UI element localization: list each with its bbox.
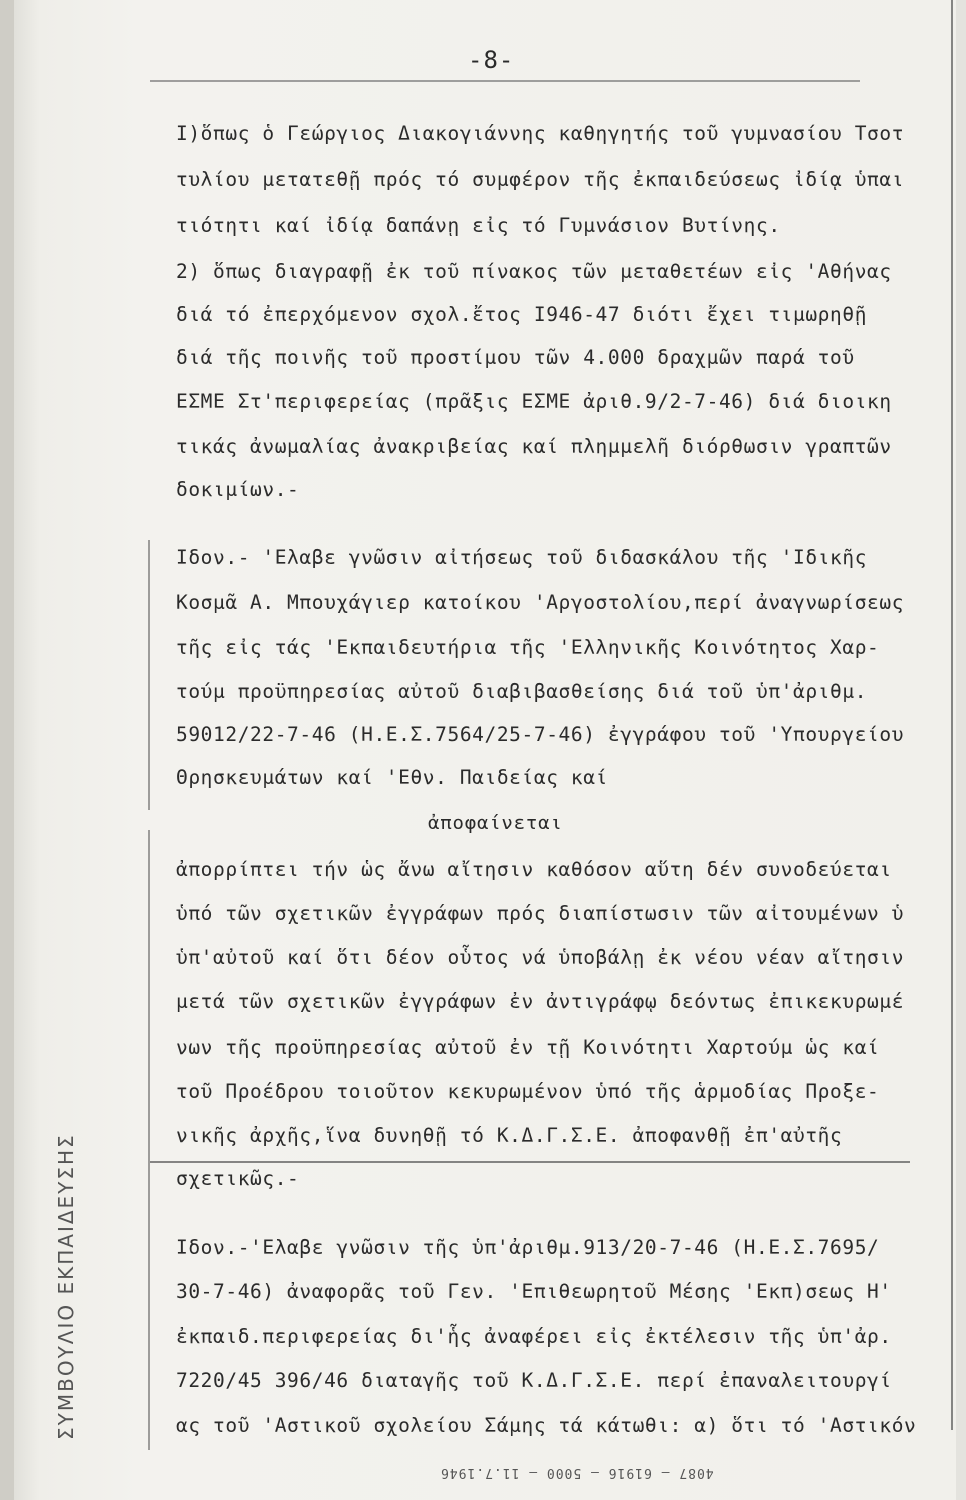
text-line: I)ὅπως ὁ Γεώργιος Διακογιάννης καθηγητής τοῦ γυμνασίου Τσοτ (176, 122, 905, 145)
text-line: νικῆς ἀρχῆς,ἵνα δυνηθῇ τό Κ.Δ.Γ.Σ.Ε. ἀποφανθῇ ἐπ'αὐτῆς (176, 1124, 843, 1147)
text-line: Ιδον.- 'Ελαβε γνῶσιν αἰτήσεως τοῦ διδασκάλου τῆς 'Ιδικῆς (176, 546, 868, 569)
decision-heading: ἀποφαίνεται (428, 812, 563, 834)
footer-print-code: 4087 — 61916 — 5000 — 11.7.1946 (440, 1465, 714, 1480)
text-line: δοκιμίων.- (176, 478, 300, 501)
text-line: Κοσμᾶ Α. Μπουχάγιερ κατοίκου 'Αργοστολίου,περί ἀναγνωρίσεως (176, 591, 905, 614)
margin-bar (148, 830, 150, 1450)
text-line: ας τοῦ 'Αστικοῦ σχολείου Σάμης τά κάτωθι: α) ὅτι τό 'Αστικόν (176, 1414, 917, 1437)
text-line: μετά τῶν σχετικῶν ἐγγράφων ἐν ἀντιγράφῳ δεόντως ἐπικεκυρωμέ (176, 990, 905, 1013)
right-margin-rule (951, 0, 953, 1430)
text-line: τούμ προϋπηρεσίας αὐτοῦ διαβιβασθείσης διά τοῦ ὑπ'ἀριθμ. (176, 680, 868, 703)
text-line: σχετικῶς.- (176, 1167, 300, 1190)
text-line: τυλίου μετατεθῇ πρός τό συμφέρον τῆς ἐκπαιδεύσεως ἰδίᾳ ὑπαι (176, 168, 905, 191)
text-line: τοῦ Προέδρου τοιοῦτον κεκυρωμένον ὑπό τῆς ἁρμοδίας Προξε- (176, 1080, 880, 1103)
side-stamp: ΣΥΜΒΟΥΛΙΟ ΕΚΠΑΙΔΕΥΣΗΣ (54, 1133, 78, 1440)
text-line: τικάς ἀνωμαλίας ἀνακριβείας καί πλημμελῆ διόρθωσιν γραπτῶν (176, 435, 892, 458)
text-line: 30-7-46) ἀναφορᾶς τοῦ Γεν. 'Επιθεωρητοῦ Μέσης 'Εκπ)σεως Η' (176, 1280, 892, 1303)
text-line: τῆς εἰς τάς 'Εκπαιδευτήρια τῆς 'Ελληνικῆς Κοινότητος Χαρ- (176, 636, 880, 659)
text-line: ὑπ'αὐτοῦ καί ὅτι δέον οὗτος νά ὑποβάλῃ ἐκ νέου νέαν αἴτησιν (176, 946, 905, 969)
page-number: -8- (468, 46, 515, 74)
section-rule (150, 1161, 910, 1163)
header-rule (150, 80, 860, 82)
text-line: διά τό ἐπερχόμενον σχολ.ἔτος I946-47 διότι ἔχει τιμωρηθῇ (176, 303, 868, 326)
text-line: ὑπό τῶν σχετικῶν ἐγγράφων πρός διαπίστωσιν τῶν αἰτουμένων ὑ (176, 902, 905, 925)
text-line: Ιδον.-'Ελαβε γνῶσιν τῆς ὑπ'ἀριθμ.913/20-7-46 (Η.Ε.Σ.7695/ (176, 1236, 880, 1259)
text-line: ΕΣΜΕ Στ'περιφερείας (πρᾶξις ΕΣΜΕ ἀριθ.9/2-7-46) διά διοικη (176, 390, 892, 413)
text-line: ἐκπαιδ.περιφερείας δι'ἧς ἀναφέρει εἰς ἐκτέλεσιν τῆς ὑπ'ἀρ. (176, 1325, 892, 1348)
text-line: 7220/45 396/46 διαταγῆς τοῦ Κ.Δ.Γ.Σ.Ε. περί ἐπαναλειτουργί (176, 1369, 892, 1392)
text-line: τιότητι καί ἰδίᾳ δαπάνῃ εἰς τό Γυμνάσιον Βυτίνης. (176, 214, 781, 237)
text-line: ἀπορρίπτει τήν ὡς ἄνω αἴτησιν καθόσον αὕτη δέν συνοδεύεται (176, 858, 892, 881)
text-line: 59012/22-7-46 (Η.Ε.Σ.7564/25-7-46) ἐγγράφου τοῦ 'Υπουργείου (176, 723, 905, 746)
text-line: νων τῆς προϋπηρεσίας αὐτοῦ ἐν τῇ Κοινότητι Χαρτούμ ὡς καί (176, 1036, 880, 1059)
page-right-edge (956, 0, 966, 1500)
margin-bar (148, 540, 150, 810)
text-line: Θρησκευμάτων καί 'Εθν. Παιδείας καί (176, 766, 608, 789)
page-fold-shadow (0, 0, 14, 1500)
text-line: διά τῆς ποινῆς τοῦ προστίμου τῶν 4.000 δραχμῶν παρά τοῦ (176, 346, 855, 369)
text-line: 2) ὅπως διαγραφῇ ἐκ τοῦ πίνακος τῶν μεταθετέων εἰς 'Αθήνας (176, 260, 892, 283)
